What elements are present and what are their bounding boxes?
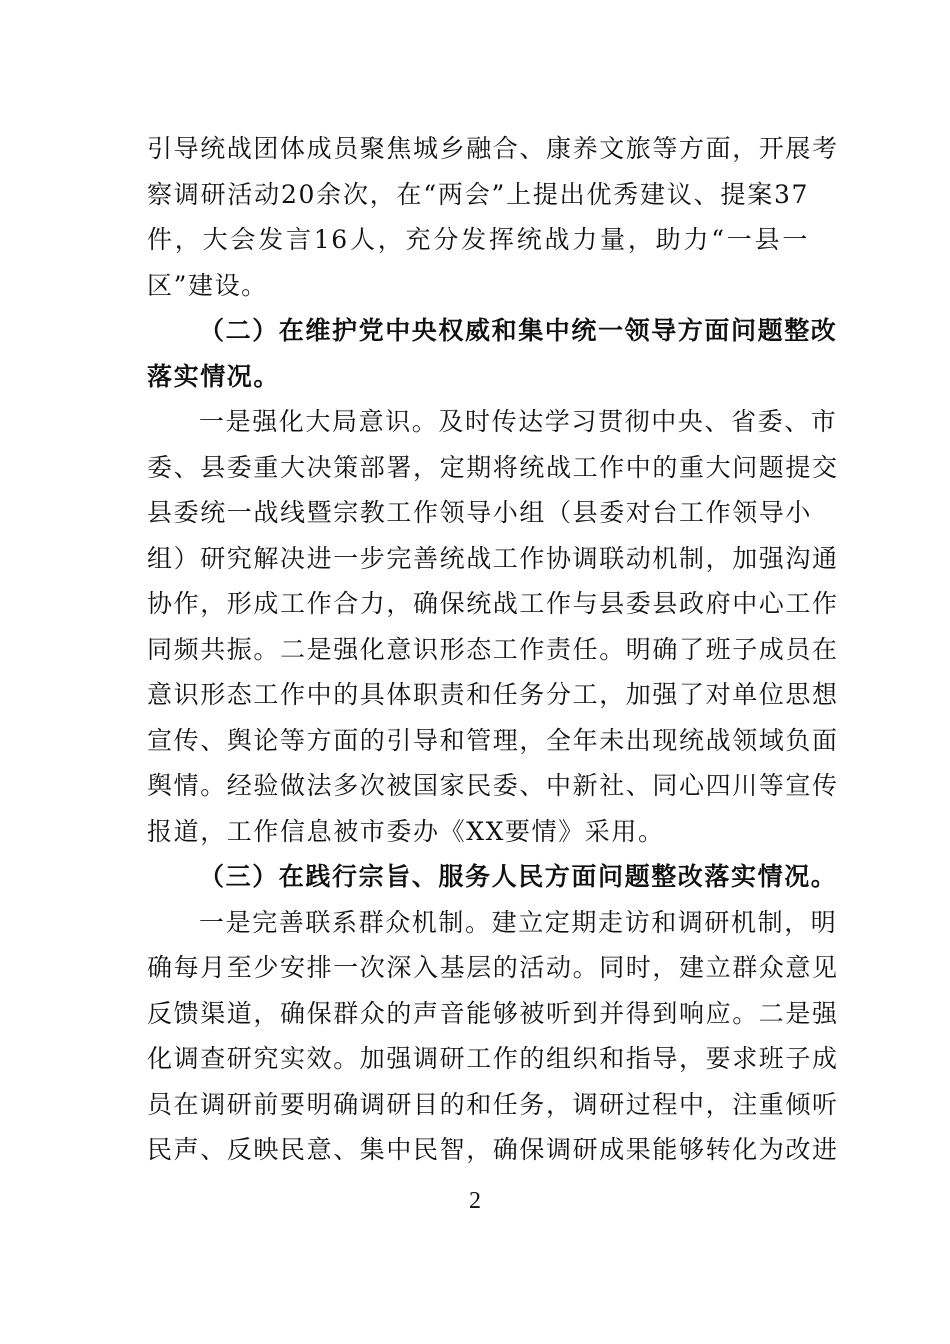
heading-line: （三）在践行宗旨、服务人民方面问题整改落实情况。 xyxy=(199,862,838,891)
text-line: 化调查研究实效。加强调研工作的组织和指导，要求班子成 xyxy=(147,1044,839,1073)
text-line: 舆情。经验做法多次被国家民委、中新社、同心四川等宣传 xyxy=(147,771,839,800)
text-line: 一是强化大局意识。及时传达学习贯彻中央、省委、市 xyxy=(199,407,838,436)
paragraph-mass-contact xyxy=(147,900,839,1173)
text-line: 确每月至少安排一次深入基层的活动。同时，建立群众意见 xyxy=(147,953,839,982)
text-line: 县委统一战线暨宗教工作领导小组（县委对台工作领导小 xyxy=(147,498,813,527)
text-line: 件，大会发言16人，充分发挥统战力量，助力“一县一 xyxy=(147,225,809,254)
section-heading-2 xyxy=(147,308,838,399)
text-line: 报道，工作信息被市委办《XX要情》采用。 xyxy=(147,816,665,846)
text-line: 意识形态工作中的具体职责和任务分工，加强了对单位思想 xyxy=(147,680,839,709)
text-line: 协作，形成工作合力，确保统战工作与县委县政府中心工作 xyxy=(147,589,839,618)
heading-line: （二）在维护党中央权威和集中统一领导方面问题整改 xyxy=(199,316,838,345)
page-number: 2 xyxy=(469,1188,481,1214)
text-line: 察调研活动20余次，在“两会”上提出优秀建议、提案37 xyxy=(147,179,809,209)
text-line: 同频共振。二是强化意识形态工作责任。明确了班子成员在 xyxy=(147,634,839,664)
document-body xyxy=(147,126,839,1173)
text-line: 反馈渠道，确保群众的声音能够被听到并得到响应。二是强 xyxy=(147,998,839,1028)
section-heading-3 xyxy=(147,854,838,900)
heading-line: 落实情况。 xyxy=(147,361,281,391)
text-line: 民声、反映民意、集中民智，确保调研成果能够转化为改进 xyxy=(147,1135,839,1164)
text-line: 组）研究解决进一步完善统战工作协调联动机制，加强沟通 xyxy=(147,543,839,573)
paragraph-united-front-activities xyxy=(147,126,839,308)
text-line: 引导统战团体成员聚焦城乡融合、康养文旅等方面，开展考 xyxy=(147,134,839,163)
text-line: 员在调研前要明确调研目的和任务，调研过程中，注重倾听 xyxy=(147,1089,839,1119)
text-line: 一是完善联系群众机制。建立定期走访和调研机制，明 xyxy=(199,907,838,937)
text-line: 宣传、舆论等方面的引导和管理，全年未出现统战领域负面 xyxy=(147,725,839,755)
text-line: 区”建设。 xyxy=(147,270,268,300)
text-line: 委、县委重大决策部署，定期将统战工作中的重大问题提交 xyxy=(147,452,839,482)
paragraph-overall-awareness xyxy=(147,399,839,854)
